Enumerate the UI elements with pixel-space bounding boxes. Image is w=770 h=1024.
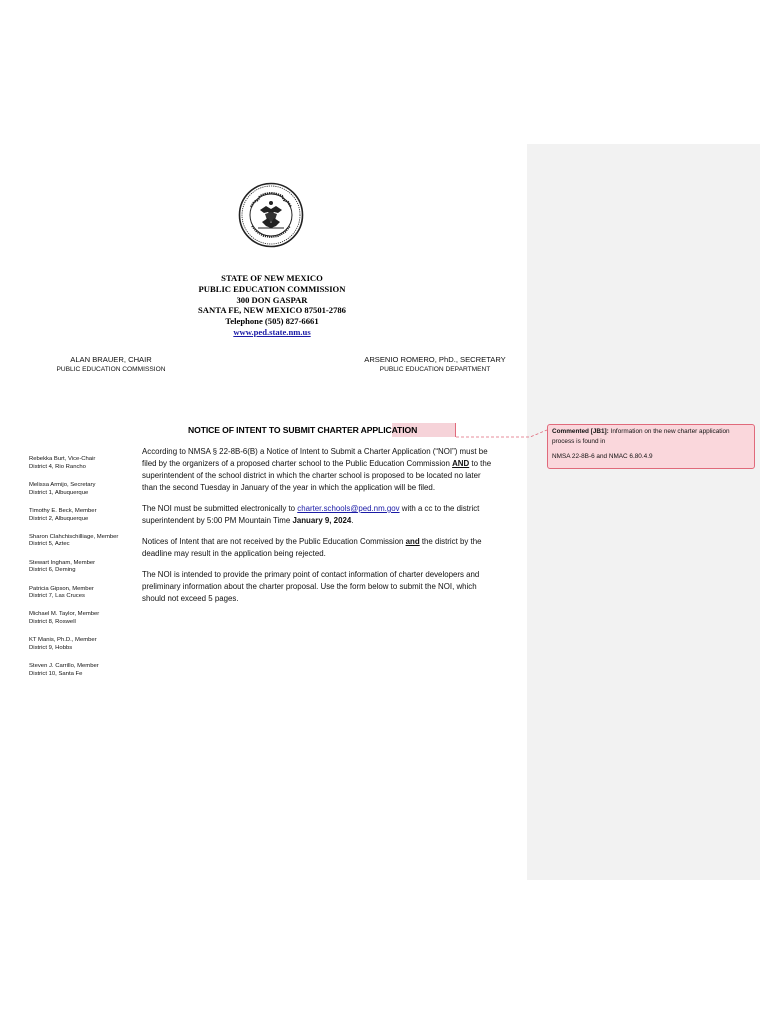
paragraph-rejection [142,536,498,560]
member-district: District 7, Las Cruces [29,593,85,600]
charter-email-link[interactable]: charter.schools@ped.nm.gov [297,504,400,514]
comment-author-label: Commented [JB1]: [552,428,609,435]
letterhead-telephone: Telephone (505) 827-6661 [225,316,319,327]
member-entry [29,637,137,652]
member-entry [29,586,137,601]
letterhead-website-link[interactable]: www.ped.state.nm.us [233,326,311,337]
member-district: District 2, Albuquerque [29,515,89,522]
state-seal-icon [238,182,304,248]
member-entry [29,611,137,626]
comment-body [552,427,750,446]
document-body [142,446,498,615]
document-title-text: NOTICE OF INTENT TO SUBMIT CHARTER APPL [188,425,384,435]
member-name: Rebekka Burt, Vice-Chair [29,456,96,462]
member-name: Melissa Armijo, Secretary [29,481,96,488]
p1-emphasis-and: AND [452,458,470,468]
chair-organization: PUBLIC EDUCATION COMMISSION [56,365,166,373]
member-entry [29,482,137,497]
secretary-block [345,355,525,374]
member-name: Sharon Clahchischilliage, Member [29,533,119,540]
p1-text-b: to the superintendent of the school district in which the charter school is proposed to be located no later than the second Tuesday in January of the year in which the application will be filed. [142,458,492,492]
p2-text-a: The NOI must be submitted electronically to [142,504,298,514]
member-entry [29,663,137,678]
p3-text-a: Notices of Intent that are not received by the Public Education Commission [142,537,406,547]
secretary-organization: PUBLIC EDUCATION DEPARTMENT [379,365,491,373]
p3-emphasis-and: and [405,537,420,547]
commission-members-list [29,456,137,689]
member-district: District 8, Roswell [29,619,76,626]
chair-block [36,355,186,374]
member-district: District 10, Santa Fe [29,670,83,677]
member-district: District 6, Deming [29,567,76,574]
comment-anchor-edge [455,423,456,437]
comment-balloon[interactable] [547,424,755,469]
p2-text-b: with a cc to the district superintendent by 5:00 PM Mountain Time [142,504,480,525]
letterhead-city: SANTA FE, NEW MEXICO 87501-2786 [198,305,346,316]
letterhead-street: 300 DON GASPAR [236,294,308,305]
member-entry [29,508,137,523]
member-entry [29,560,137,575]
letterhead-commission: PUBLIC EDUCATION COMMISSION [198,283,346,294]
document-title-commented-text: ICATION [383,425,418,435]
letterhead-state: STATE OF NEW MEXICO [221,273,323,283]
comment-reference: NMSA 22-8B-6 and NMAC 6.80.4.9 [552,453,653,461]
member-name: KT Manis, Ph.D., Member [29,637,97,644]
comment-markup-pane [527,144,760,880]
paragraph-purpose: The NOI is intended to provide the primary point of contact information of charter developers and preliminary information about the charter proposal. Use the form below to submit the NOI, which should not exceed 5 pages. [142,570,480,604]
member-name: Michael M. Taylor, Member [29,611,100,618]
comment-text: Information on the new charter application process is found in [552,428,730,445]
deadline-date: January 9, 2024 [292,515,352,525]
member-district: District 5, Aztec [29,541,70,548]
member-name: Timothy E. Beck, Member [29,507,97,514]
member-name: Stewart Ingham, Member [29,559,96,566]
p1-text-a: According to NMSA § 22-8B-6(B) a Notice of Intent to Submit a Charter Application (“NOI”) must be filed by the organizers of a proposed charter school to the Public Education Commission [142,447,488,468]
member-district: District 9, Hobbs [29,645,73,652]
p2-text-c: . [351,515,354,525]
member-name: Patricia Gipson, Member [29,585,94,592]
member-entry [29,456,137,471]
secretary-name: ARSENIO ROMERO, PhD., SECRETARY [364,355,506,364]
member-name: Steven J. Carrillo, Member [29,663,99,670]
chair-name: ALAN BRAUER, CHAIR [70,355,152,364]
letterhead [140,273,404,338]
member-district: District 4, Rio Rancho [29,463,86,470]
paragraph-submission [142,503,498,527]
paragraph-filing-requirement [142,446,498,494]
p3-text-b: the district by the deadline may result in the application being rejected. [142,537,482,559]
member-entry [29,534,137,549]
member-district: District 1, Albuquerque [29,489,89,496]
document-title [188,425,417,435]
